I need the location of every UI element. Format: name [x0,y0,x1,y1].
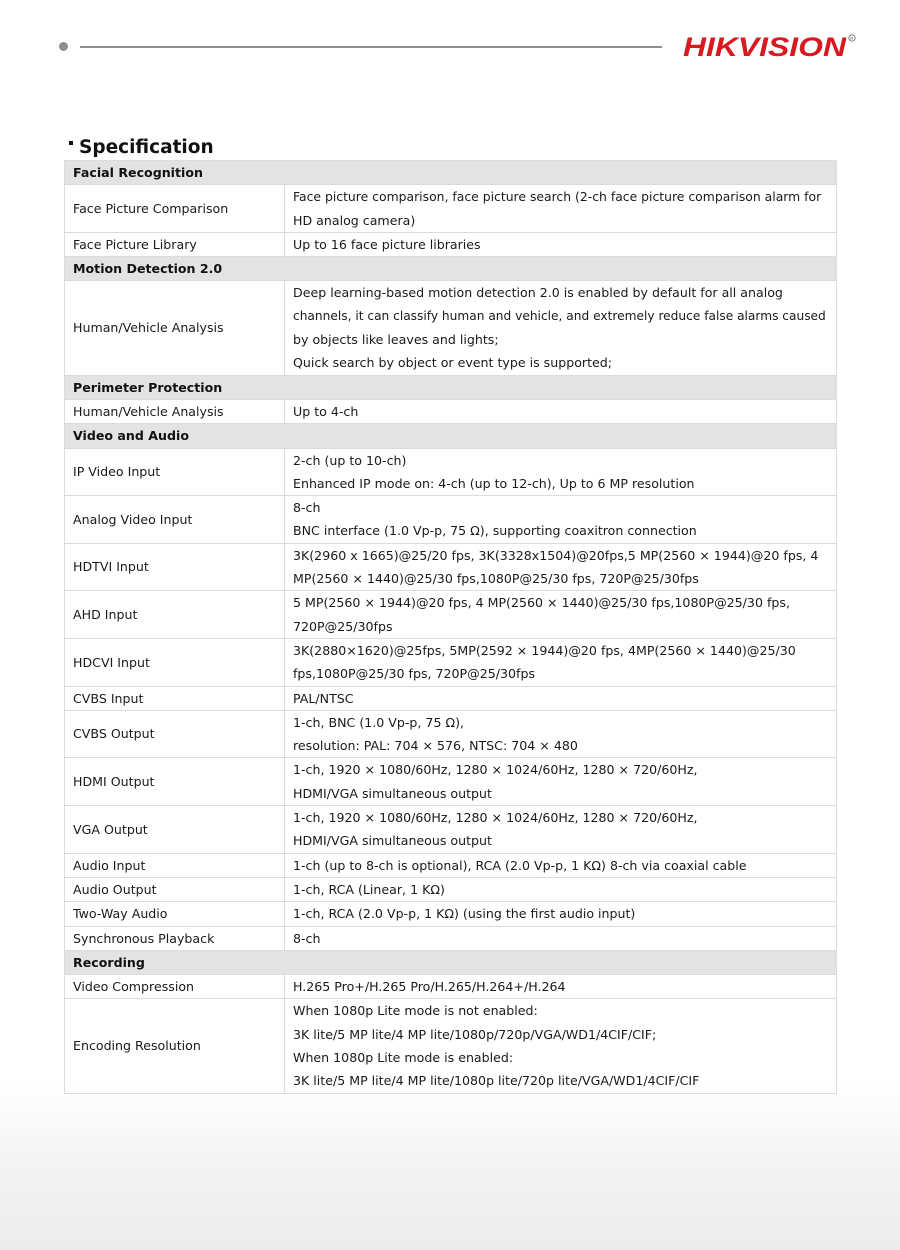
spec-value [285,999,837,1093]
spec-label: CVBS Input [65,686,285,710]
table-row [65,232,837,256]
spec-value-line: 1-ch, RCA (2.0 Vp-p, 1 KΩ) (using the first audio input) [293,906,636,922]
spec-value [285,232,837,256]
table-row [65,877,837,901]
spec-value-line: 3K(2880×1620)@25fps, 5MP(2592 × 1944)@20 fps, 4MP(2560 × 1440)@25/30 [293,642,796,658]
spec-value-line: HDMI/VGA simultaneous output [293,833,492,849]
table-row [65,543,837,591]
spec-value [285,853,837,877]
spec-value [285,926,837,950]
brand-logo [683,29,858,63]
category-heading: Video and Audio [65,424,837,448]
category-row [65,950,837,974]
header-rule [80,46,662,48]
spec-label: Video Compression [65,975,285,999]
category-row [65,424,837,448]
spec-label: HDTVI Input [65,543,285,591]
spec-label: Encoding Resolution [65,999,285,1093]
spec-label: Face Picture Comparison [65,185,285,233]
spec-value-line: resolution: PAL: 704 × 576, NTSC: 704 × 480 [293,738,578,754]
spec-value [285,710,837,758]
spec-value-line: 8-ch [293,930,321,946]
spec-label: CVBS Output [65,710,285,758]
spec-label: Audio Input [65,853,285,877]
bullet-square-icon [69,141,73,145]
table-row [65,496,837,544]
section-title [69,136,214,160]
table-row [65,448,837,496]
spec-value-line: When 1080p Lite mode is not enabled: [293,1003,538,1019]
specification-table [64,160,837,1094]
spec-value [285,496,837,544]
table-row [65,686,837,710]
category-row [65,375,837,399]
category-heading: Motion Detection 2.0 [65,257,837,281]
category-heading: Recording [65,950,837,974]
spec-value [285,448,837,496]
spec-value [285,543,837,591]
table-row [65,758,837,806]
spec-value-line: 3K lite/5 MP lite/4 MP lite/1080p lite/720p lite/VGA/WD1/4CIF/CIF [293,1073,700,1089]
spec-value-line: 1-ch, BNC (1.0 Vp-p, 75 Ω), [293,714,464,730]
category-heading: Perimeter Protection [65,375,837,399]
spec-value-line: 1-ch, 1920 × 1080/60Hz, 1280 × 1024/60Hz, 1280 × 720/60Hz, [293,810,698,826]
spec-value-line: When 1080p Lite mode is enabled: [293,1049,514,1065]
spec-value-line: Enhanced IP mode on: 4-ch (up to 12-ch), Up to 6 MP resolution [293,475,695,491]
spec-value-line: channels, it can classify human and vehicle, and extremely reduce false alarms caused [293,308,826,323]
category-row [65,161,837,185]
spec-value-line: HDMI/VGA simultaneous output [293,785,492,801]
spec-label: Face Picture Library [65,232,285,256]
spec-value-line: 720P@25/30fps [293,618,393,634]
spec-value [285,758,837,806]
spec-value [285,281,837,375]
spec-value-line: Quick search by object or event type is supported; [293,355,613,371]
category-heading: Facial Recognition [65,161,837,185]
spec-value-line: 2-ch (up to 10-ch) [293,452,407,468]
spec-value [285,686,837,710]
page-header [0,0,900,90]
table-row [65,926,837,950]
spec-label: Two-Way Audio [65,902,285,926]
spec-value-line: Face picture comparison, face picture search (2-ch face picture comparison alarm for [293,189,822,205]
spec-label: VGA Output [65,806,285,854]
spec-value [285,185,837,233]
spec-label: Synchronous Playback [65,926,285,950]
spec-value [285,902,837,926]
table-row [65,638,837,686]
spec-value [285,399,837,423]
spec-value-line: 3K lite/5 MP lite/4 MP lite/1080p/720p/VGA/WD1/4CIF/CIF; [293,1026,657,1042]
spec-value-line: H.265 Pro+/H.265 Pro/H.265/H.264+/H.264 [293,979,566,995]
spec-value-line: BNC interface (1.0 Vp-p, 75 Ω), supporting coaxitron connection [293,523,697,539]
table-row [65,399,837,423]
spec-value-line: Up to 4-ch [293,403,359,419]
spec-value-line: Deep learning-based motion detection 2.0 is enabled by default for all analog [293,285,783,301]
spec-label: IP Video Input [65,448,285,496]
table-row [65,185,837,233]
table-row [65,902,837,926]
spec-value-line: Up to 16 face picture libraries [293,236,481,252]
spec-label: AHD Input [65,591,285,639]
spec-value-line: 8-ch [293,500,321,516]
section-title-text: Specification [79,137,214,158]
spec-value-line: 5 MP(2560 × 1944)@20 fps, 4 MP(2560 × 1440)@25/30 fps,1080P@25/30 fps, [293,595,790,611]
spec-value-line: fps,1080P@25/30 fps, 720P@25/30fps [293,666,536,682]
svg-text:R: R [850,36,854,41]
category-row [65,257,837,281]
spec-label: Analog Video Input [65,496,285,544]
spec-value-line: 1-ch (up to 8-ch is optional), RCA (2.0 Vp-p, 1 KΩ) 8-ch via coaxial cable [293,857,747,873]
spec-value-line: HD analog camera) [293,212,416,228]
table-row [65,806,837,854]
table-row [65,975,837,999]
spec-label: Human/Vehicle Analysis [65,281,285,375]
spec-label: HDCVI Input [65,638,285,686]
table-row [65,853,837,877]
spec-label: HDMI Output [65,758,285,806]
spec-value [285,877,837,901]
table-row [65,591,837,639]
spec-label: Human/Vehicle Analysis [65,399,285,423]
table-row [65,281,837,375]
table-row [65,710,837,758]
spec-value-line: 1-ch, 1920 × 1080/60Hz, 1280 × 1024/60Hz, 1280 × 720/60Hz, [293,762,698,778]
spec-label: Audio Output [65,877,285,901]
hikvision-logo-icon [683,29,858,63]
spec-value [285,806,837,854]
spec-value [285,638,837,686]
header-dot-icon [59,42,68,51]
spec-value-line: by objects like leaves and lights; [293,332,499,348]
spec-value-line: MP(2560 × 1440)@25/30 fps,1080P@25/30 fps, 720P@25/30fps [293,571,699,587]
table-row [65,999,837,1093]
spec-value [285,975,837,999]
brand-wordmark: HIKVISION [683,32,847,62]
spec-value-line: 3K(2960 x 1665)@25/20 fps, 3K(3328x1504)@20fps,5 MP(2560 × 1944)@20 fps, 4 [293,547,819,563]
spec-value-line: 1-ch, RCA (Linear, 1 KΩ) [293,881,445,897]
spec-value-line: PAL/NTSC [293,690,354,706]
spec-value [285,591,837,639]
